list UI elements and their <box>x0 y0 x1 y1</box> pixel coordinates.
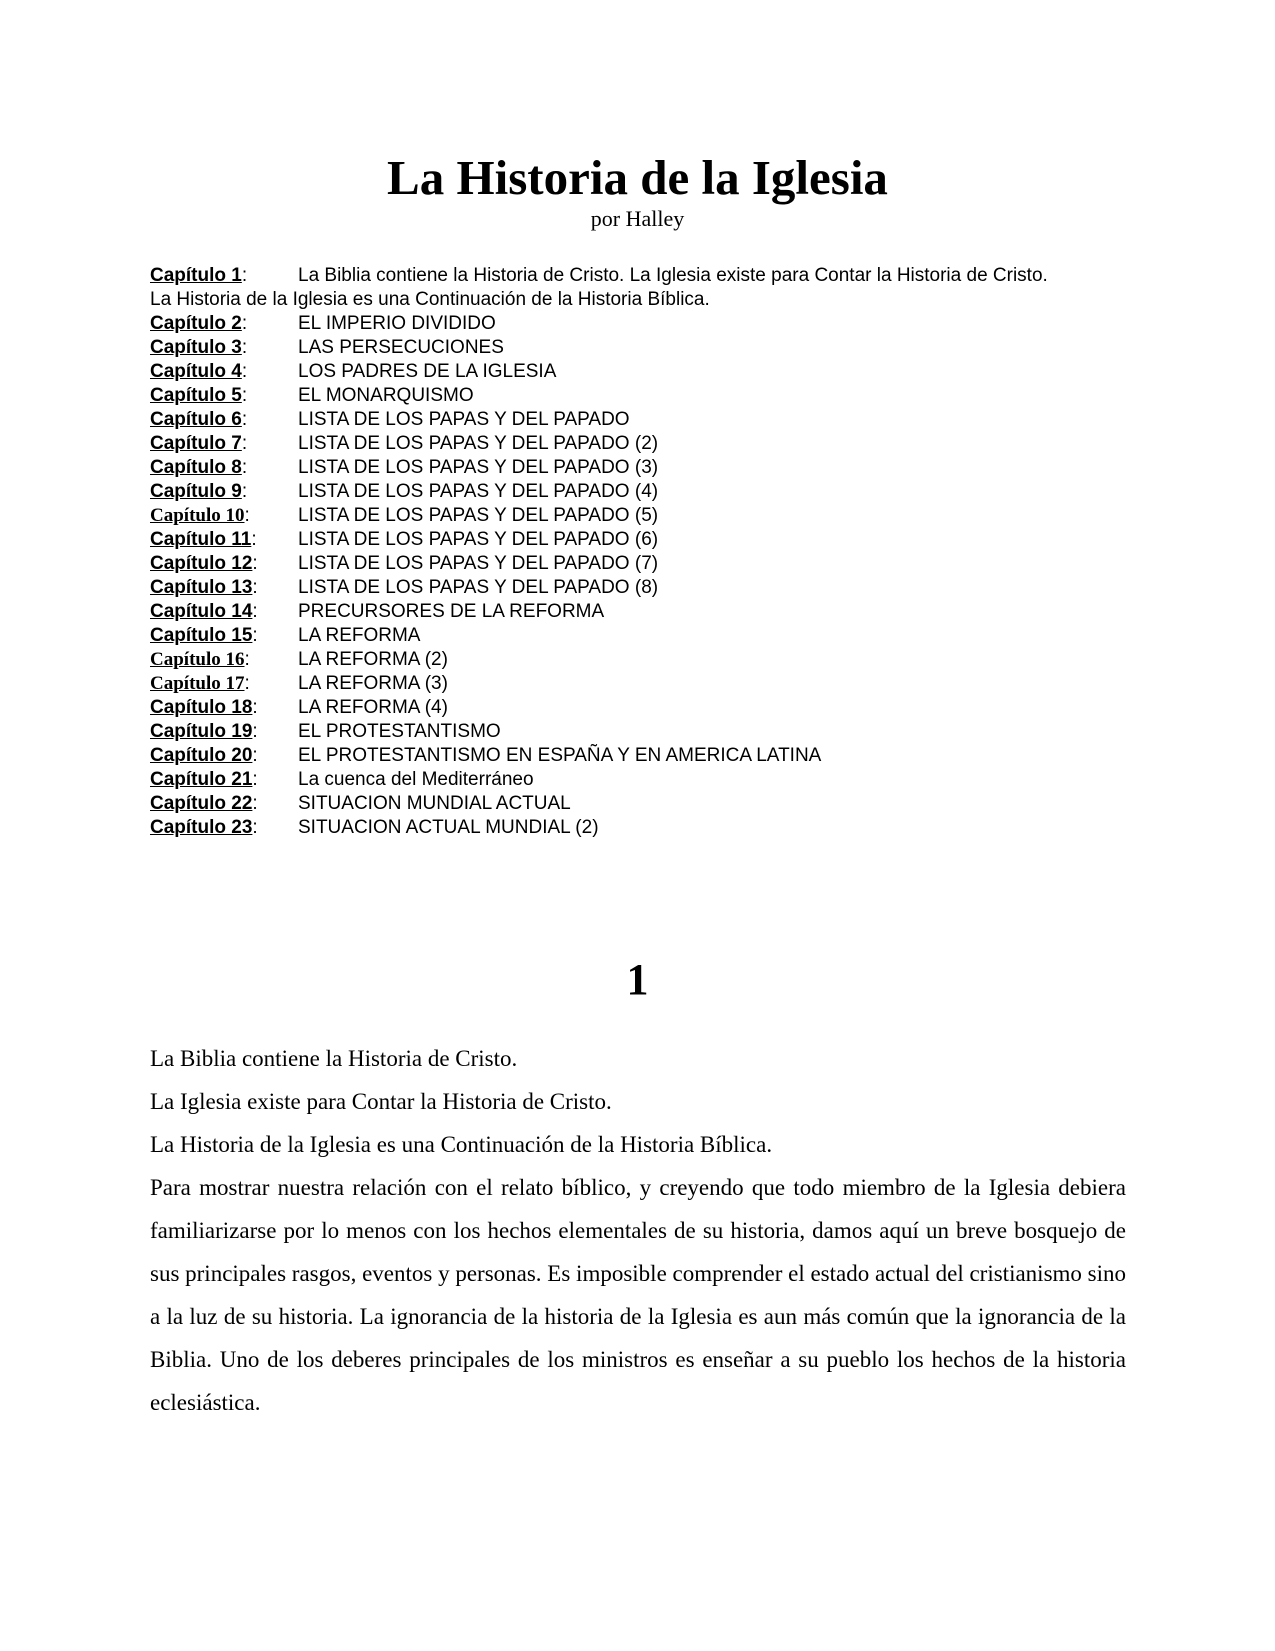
toc-colon: : <box>252 601 258 622</box>
toc-entry <box>150 744 1130 768</box>
toc-colon: : <box>241 409 248 430</box>
toc-entry <box>150 408 1130 432</box>
chapter-body <box>150 1037 1126 1424</box>
toc-entry <box>150 336 1130 360</box>
toc-colon: : <box>244 649 250 670</box>
toc-entry <box>150 264 1130 312</box>
toc-entry-title: LA REFORMA (2) <box>298 649 448 670</box>
toc-entry-title: LISTA DE LOS PAPAS Y DEL PAPADO (3) <box>298 457 659 478</box>
toc-entry-title: LISTA DE LOS PAPAS Y DEL PAPADO (5) <box>298 505 659 526</box>
chapter-link[interactable]: Capítulo 12 <box>150 553 253 574</box>
toc-entry <box>150 432 1130 456</box>
toc-entry <box>150 624 1130 648</box>
toc-colon: : <box>252 745 258 766</box>
toc-entry <box>150 648 1130 672</box>
toc-label-group <box>150 337 247 358</box>
toc-entry-title: EL PROTESTANTISMO EN ESPAÑA Y EN AMERICA LATINA <box>298 745 822 766</box>
toc-entry <box>150 504 1130 528</box>
chapter-link[interactable]: Capítulo 8 <box>150 457 242 478</box>
toc-label-group <box>150 361 247 382</box>
toc-label-group <box>150 601 258 622</box>
toc-entry-title: LA REFORMA (4) <box>298 697 448 718</box>
toc-entry <box>150 456 1130 480</box>
chapter-link[interactable]: Capítulo 6 <box>150 409 242 430</box>
chapter-number: 1 <box>626 955 649 1004</box>
toc-label-group <box>150 721 258 742</box>
toc-colon: : <box>252 625 258 646</box>
toc-colon: : <box>241 265 248 286</box>
body-paragraph: La Historia de la Iglesia es una Continuación de la Historia Bíblica. <box>150 1132 773 1157</box>
chapter-link[interactable]: Capítulo 4 <box>150 361 242 382</box>
chapter-link[interactable]: Capítulo 7 <box>150 433 242 454</box>
chapter-link[interactable]: Capítulo 1 <box>150 265 242 286</box>
toc-entry-title: SITUACION ACTUAL MUNDIAL (2) <box>298 817 599 838</box>
toc-colon: : <box>252 577 258 598</box>
toc-colon: : <box>244 673 250 694</box>
toc-entry-title: LA REFORMA (3) <box>298 673 448 694</box>
toc-entry-continuation: La Historia de la Iglesia es una Continuación de la Historia Bíblica. <box>150 289 710 310</box>
chapter-link[interactable]: Capítulo 19 <box>150 721 253 742</box>
toc-colon: : <box>241 481 248 502</box>
toc-entry-title: LA REFORMA <box>298 625 421 646</box>
toc-label-group <box>150 793 258 814</box>
toc-colon: : <box>252 721 258 742</box>
toc-colon: : <box>241 361 248 382</box>
toc-entry <box>150 816 1130 840</box>
toc-entry-title: LISTA DE LOS PAPAS Y DEL PAPADO (2) <box>298 433 659 454</box>
table-of-contents <box>150 264 1130 840</box>
chapter-link[interactable]: Capítulo 15 <box>150 625 253 646</box>
toc-colon: : <box>252 553 258 574</box>
toc-colon: : <box>244 505 250 526</box>
toc-entry <box>150 312 1130 336</box>
toc-entry <box>150 552 1130 576</box>
chapter-link[interactable]: Capítulo 23 <box>150 817 253 838</box>
toc-colon: : <box>251 529 257 550</box>
toc-entry-title: EL PROTESTANTISMO <box>298 721 501 742</box>
chapter-link[interactable]: Capítulo 3 <box>150 337 242 358</box>
toc-label-group <box>150 697 258 718</box>
toc-label-group <box>150 553 258 574</box>
chapter-link[interactable]: Capítulo 14 <box>150 601 253 622</box>
toc-entry-title: EL MONARQUISMO <box>298 385 474 406</box>
toc-entry-title: LOS PADRES DE LA IGLESIA <box>298 361 557 382</box>
toc-label-group <box>150 313 247 334</box>
toc-label-group <box>150 577 258 598</box>
toc-label-group <box>150 265 247 286</box>
chapter-link[interactable]: Capítulo 11 <box>150 529 252 550</box>
chapter-link[interactable]: Capítulo 21 <box>150 769 253 790</box>
toc-label-group <box>150 433 247 454</box>
toc-label-group <box>150 529 257 550</box>
chapter-link[interactable]: Capítulo 16 <box>150 649 245 670</box>
toc-colon: : <box>241 433 248 454</box>
toc-entry-title: LISTA DE LOS PAPAS Y DEL PAPADO (8) <box>298 577 659 598</box>
toc-entry <box>150 528 1130 552</box>
toc-colon: : <box>252 817 258 838</box>
chapter-link[interactable]: Capítulo 18 <box>150 697 253 718</box>
toc-entry <box>150 672 1130 696</box>
toc-label-group <box>150 769 258 790</box>
toc-colon: : <box>252 793 258 814</box>
toc-entry <box>150 480 1130 504</box>
toc-entry-title: EL IMPERIO DIVIDIDO <box>298 313 496 334</box>
toc-colon: : <box>241 457 248 478</box>
toc-entry <box>150 384 1130 408</box>
toc-label-group <box>150 457 247 478</box>
toc-colon: : <box>252 697 258 718</box>
toc-entry <box>150 720 1130 744</box>
toc-label-group <box>150 625 258 646</box>
toc-label-group <box>150 409 247 430</box>
chapter-link[interactable]: Capítulo 2 <box>150 313 242 334</box>
document-author: por Halley <box>590 206 685 231</box>
chapter-link[interactable]: Capítulo 13 <box>150 577 253 598</box>
toc-label-group <box>150 385 247 406</box>
toc-entry-title: La Biblia contiene la Historia de Cristo. La Iglesia existe para Contar la Historia de Cristo. <box>298 265 1048 286</box>
toc-colon: : <box>252 769 258 790</box>
body-paragraph: La Iglesia existe para Contar la Historia de Cristo. <box>150 1089 612 1114</box>
toc-label-group <box>150 673 250 694</box>
toc-entry <box>150 600 1130 624</box>
toc-entry <box>150 696 1130 720</box>
toc-entry-title: LISTA DE LOS PAPAS Y DEL PAPADO (7) <box>298 553 659 574</box>
chapter-link[interactable]: Capítulo 20 <box>150 745 253 766</box>
toc-entry-title: LISTA DE LOS PAPAS Y DEL PAPADO (4) <box>298 481 659 502</box>
body-paragraph: Para mostrar nuestra relación con el relato bíblico, y creyendo que todo miembro de la Iglesia debiera familiarizarse por lo menos con los hechos elementales de su historia, damos aquí un breve bosquejo de sus principales rasgos, eventos y personas. Es imposible comprender el estado actual del cristianismo sino a la luz de su historia. La ignorancia de la historia de la Iglesia es aun más común que la ignorancia de la Biblia. Uno de los deberes principales de los ministros es enseñar a su pueblo los hechos de la historia eclesiástica. <box>150 1175 1126 1415</box>
body-paragraph: La Biblia contiene la Historia de Cristo. <box>150 1046 518 1071</box>
toc-entry-line <box>150 264 1130 288</box>
toc-entry-title: LAS PERSECUCIONES <box>298 337 504 358</box>
document-title: La Historia de la Iglesia <box>387 150 888 205</box>
toc-entry <box>150 576 1130 600</box>
chapter-link[interactable]: Capítulo 5 <box>150 385 242 406</box>
chapter-link[interactable]: Capítulo 9 <box>150 481 242 502</box>
toc-entry-title: La cuenca del Mediterráneo <box>298 769 534 790</box>
chapter-link[interactable]: Capítulo 17 <box>150 673 245 694</box>
toc-entry <box>150 768 1130 792</box>
toc-entry-title: SITUACION MUNDIAL ACTUAL <box>298 793 571 814</box>
toc-entry-title: PRECURSORES DE LA REFORMA <box>298 601 605 622</box>
toc-entry <box>150 792 1130 816</box>
toc-entry-title: LISTA DE LOS PAPAS Y DEL PAPADO (6) <box>298 529 659 550</box>
toc-colon: : <box>241 385 248 406</box>
chapter-link[interactable]: Capítulo 22 <box>150 793 253 814</box>
toc-entry <box>150 360 1130 384</box>
toc-colon: : <box>241 337 248 358</box>
toc-label-group <box>150 817 258 838</box>
toc-colon: : <box>241 313 248 334</box>
toc-label-group <box>150 505 250 526</box>
toc-label-group <box>150 745 258 766</box>
chapter-link[interactable]: Capítulo 10 <box>150 505 245 526</box>
toc-label-group <box>150 481 247 502</box>
toc-label-group <box>150 649 250 670</box>
toc-entry-title: LISTA DE LOS PAPAS Y DEL PAPADO <box>298 409 630 430</box>
